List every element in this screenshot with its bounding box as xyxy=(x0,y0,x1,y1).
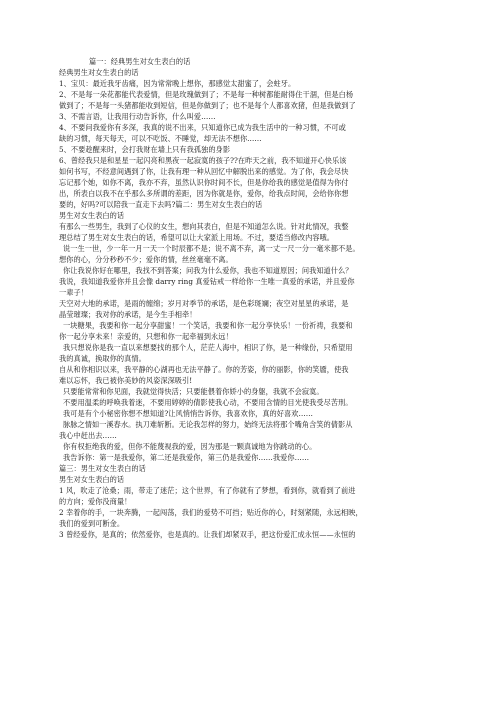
text-line: 有那么一些男生，我到了心仪的女生，想向其表白，但是不知道怎么说。针对此情况，我整 xyxy=(59,222,349,231)
text-line: 如何书写，不经意间遇到了你，让我有理一种从回忆中解脱出来的感觉。为了你，我会尽快 xyxy=(59,167,349,176)
text-line: 我们的爱到可断金。 xyxy=(59,519,125,528)
text-line: 缺的习惯，每天每天，可以不吃饭、不睡觉，却无法不想你…… xyxy=(59,134,262,143)
text-line: 想你的心，分分秒秒不少；爱你的情，丝丝毫毫不离。 xyxy=(59,255,233,264)
text-line: 我可是有个小秘密你想不想知道?让风悄悄告诉你，我喜欢你，真的好喜欢…… xyxy=(63,409,313,418)
text-line: 男生对女生表白的话 xyxy=(59,211,125,220)
text-line: 我只想说你是我一直以来想要找的那个人，茫茫人海中，相识了你，是一种缘份，只希望用 xyxy=(63,343,353,352)
document-body xyxy=(59,56,441,540)
text-line: 男生对女生表白的话 xyxy=(59,475,125,484)
text-line: 你一起分享未来！亲爱的，只想和你一起牵福到永远！ xyxy=(59,332,233,341)
document-title: 篇一：经典男生对女生表白的话 xyxy=(89,57,191,66)
text-line: 我心中赶出去…… xyxy=(59,431,117,440)
text-line: 脉脉之情如一溪春水。执刀难斩断。无论我怎样的努力，始终无法将那个嘴角含笑的倩影从 xyxy=(63,420,353,429)
text-line: 出，所表白以我不在乎那么多所谓的差距，因为你就是你，爱你，给我点时间，会给你你想 xyxy=(59,189,349,198)
text-line: 自从和你相识以来，我平静的心湖再也无法平静了。你的芳姿，你的丽影，你的笑靥，使我 xyxy=(59,365,349,374)
text-line: 理总结了男生对女生表白的话，希望可以让大家派上用场。不过，要适当修改内容哦。 xyxy=(59,233,335,242)
text-line: 一辈子！ xyxy=(59,288,88,297)
text-line: 忘记那个她，如你不离，我亦不弃，虽然认识你时间不长，但是你给我的感觉是值得为你付 xyxy=(59,178,349,187)
text-line: 要的，好吗?可以陪我一直走下去吗?篇二：男生对女生表白的话 xyxy=(59,200,263,209)
text-line: 5、不要趁醒来时，会打我财在墙上只有我孤独的身影 xyxy=(59,145,231,154)
text-line: 经典男生对女生表白的话 xyxy=(59,68,139,77)
text-line: 我告诉你：第一是我爱你，第二还是我爱你，第三仍是我爱你……我爱你…… xyxy=(63,453,310,462)
text-line: 1 风，吹走了沧桑；雨，带走了迷茫；这个世界，有了你就有了梦想，看到你，就看到了前进 xyxy=(59,486,356,495)
text-line: 6、曾经我只是和星星一起闪亮和黑夜一起寂寞的孩子??在昨天之前，我不知道开心快乐该 xyxy=(59,156,347,165)
text-line: 你让我说你好在哪里，我找不到答案；问我为什么爱你，我也不知道原因；问我知道什么？ xyxy=(63,266,353,275)
text-line: 我说，我知道我爱你并且会像 darry ring 真爱钻戒一样给你一生唯一真爱的承诺，并且爱你 xyxy=(59,277,355,286)
text-line: 天空对大地的承诺，是雨的缠绵；岁月对季节的承诺，是色彩斑斓；夜空对星星的承诺，是 xyxy=(59,299,349,308)
text-line: 一块糖果，我要和你一起分享甜蜜！一个笑话，我要和你一起分享快乐！一份祈祷，我要和 xyxy=(63,321,353,330)
text-line: 说一生一世，少一年一月一天一个时辰都不是；说不离不弃，离一丈一尺一分一毫米都不是。 xyxy=(63,244,360,253)
text-line: 1、宝贝：最近我牙齿痛，因为常常晚上想你，那感觉太甜蜜了，会蛀牙。 xyxy=(59,79,296,88)
text-line: 4、不要问我爱你有多深，我真的说不出来，只知道你已成为我生活中的一种习惯，不可或 xyxy=(59,123,346,132)
text-line: 3 曾经爱你，是真的；依然爱你，也是真的。让我们却紧双手，把这份爱汇成永恒——永恒的 xyxy=(59,530,356,539)
text-line: 做到了；不是每一头猪都能收到短信，但是你做到了；也不是每个人都喜欢猪，但是我做到了 xyxy=(59,101,356,110)
text-line: 我的真诚，换取你的真情。 xyxy=(59,354,146,363)
text-line: 难以忘怀，我已被你美妙的风姿深深吸引! xyxy=(59,376,193,385)
text-line: 的方向；爱你没商量！ xyxy=(59,497,132,506)
text-line: 2 幸着你的手，一块奔腾，一起闯荡，我们的爱势不可挡；贴近你的心，时刻紧随，永远相映， xyxy=(59,508,363,517)
paragraph-list xyxy=(59,67,441,540)
text-line: 2、不是每一朵花都能代表爱情，但是玫瑰做到了；不是每一种树都能耐得住干涸，但是白杨 xyxy=(59,90,354,99)
text-line: 3、不需言语，让我用行动告诉你，什么叫爱…… xyxy=(59,112,216,121)
text-line: 晶莹璀璨；我对你的承诺，是今生手相牵！ xyxy=(59,310,197,319)
text-line: 篇三：男生对女生表白的话 xyxy=(59,464,146,473)
text-line: 只要能常常和你见面，我就觉得快活；只要能偎着你娇小的身躯，我就不会寂寞。 xyxy=(63,387,324,396)
text-line: 你有权拒绝我的爱，但你不能蔑视我的爱，因为那是一颗真诚地为你跳动的心。 xyxy=(63,442,317,451)
text-line: 不要用温柔的呼唤我着迷，不要用婷婷的倩影使我心动，不要用含情的目光使我受尽苦刑。 xyxy=(63,398,353,407)
